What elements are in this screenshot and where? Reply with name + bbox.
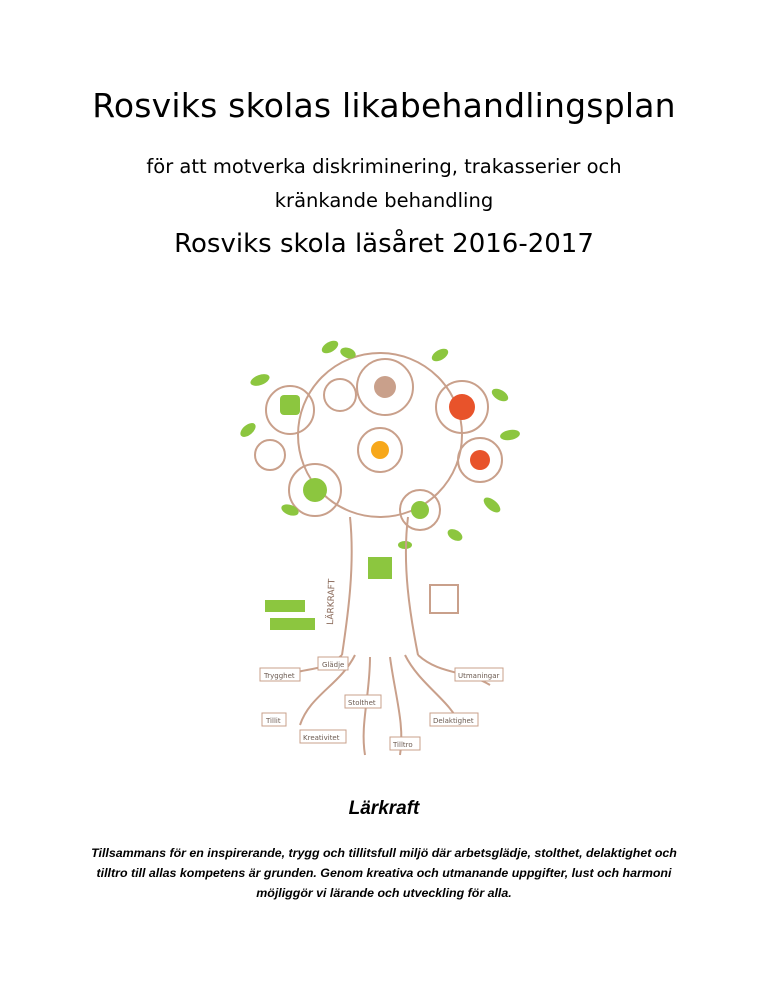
root-word-stolthet: Stolthet xyxy=(348,699,376,707)
root-word-tilltro: Tilltro xyxy=(393,741,413,749)
motto-title: Lärkraft xyxy=(348,798,420,819)
page-title: Rosviks skolas likabehandlingsplan xyxy=(92,86,676,125)
school-year-heading: Rosviks skola läsåret 2016-2017 xyxy=(174,229,594,259)
root-word-gladje: Glädje xyxy=(322,661,345,669)
page-subtitle: för att motverka diskriminering, trakasserier och kränkande behandling xyxy=(146,155,622,212)
root-word-utmaningar: Utmaningar xyxy=(458,672,500,680)
motto-text: Tillsammans för en inspirerande, trygg och tillitsfull miljö där arbetsglädje, stolthet, delaktighet och tilltro till allas kompetens är grunden. Genom kreativa och utmanande uppgifter, lust och harmoni möjliggör vi lärande och utveckling för alla. xyxy=(91,846,677,900)
root-word-trygghet: Trygghet xyxy=(264,672,295,680)
root-word-tillit: Tillit xyxy=(266,717,281,725)
trunk-label: LÄRKRAFT xyxy=(326,578,338,626)
larkraft-tree-illustration xyxy=(230,335,530,775)
root-word-delaktighet: Delaktighet xyxy=(433,717,474,725)
root-word-kreativitet: Kreativitet xyxy=(303,734,340,742)
